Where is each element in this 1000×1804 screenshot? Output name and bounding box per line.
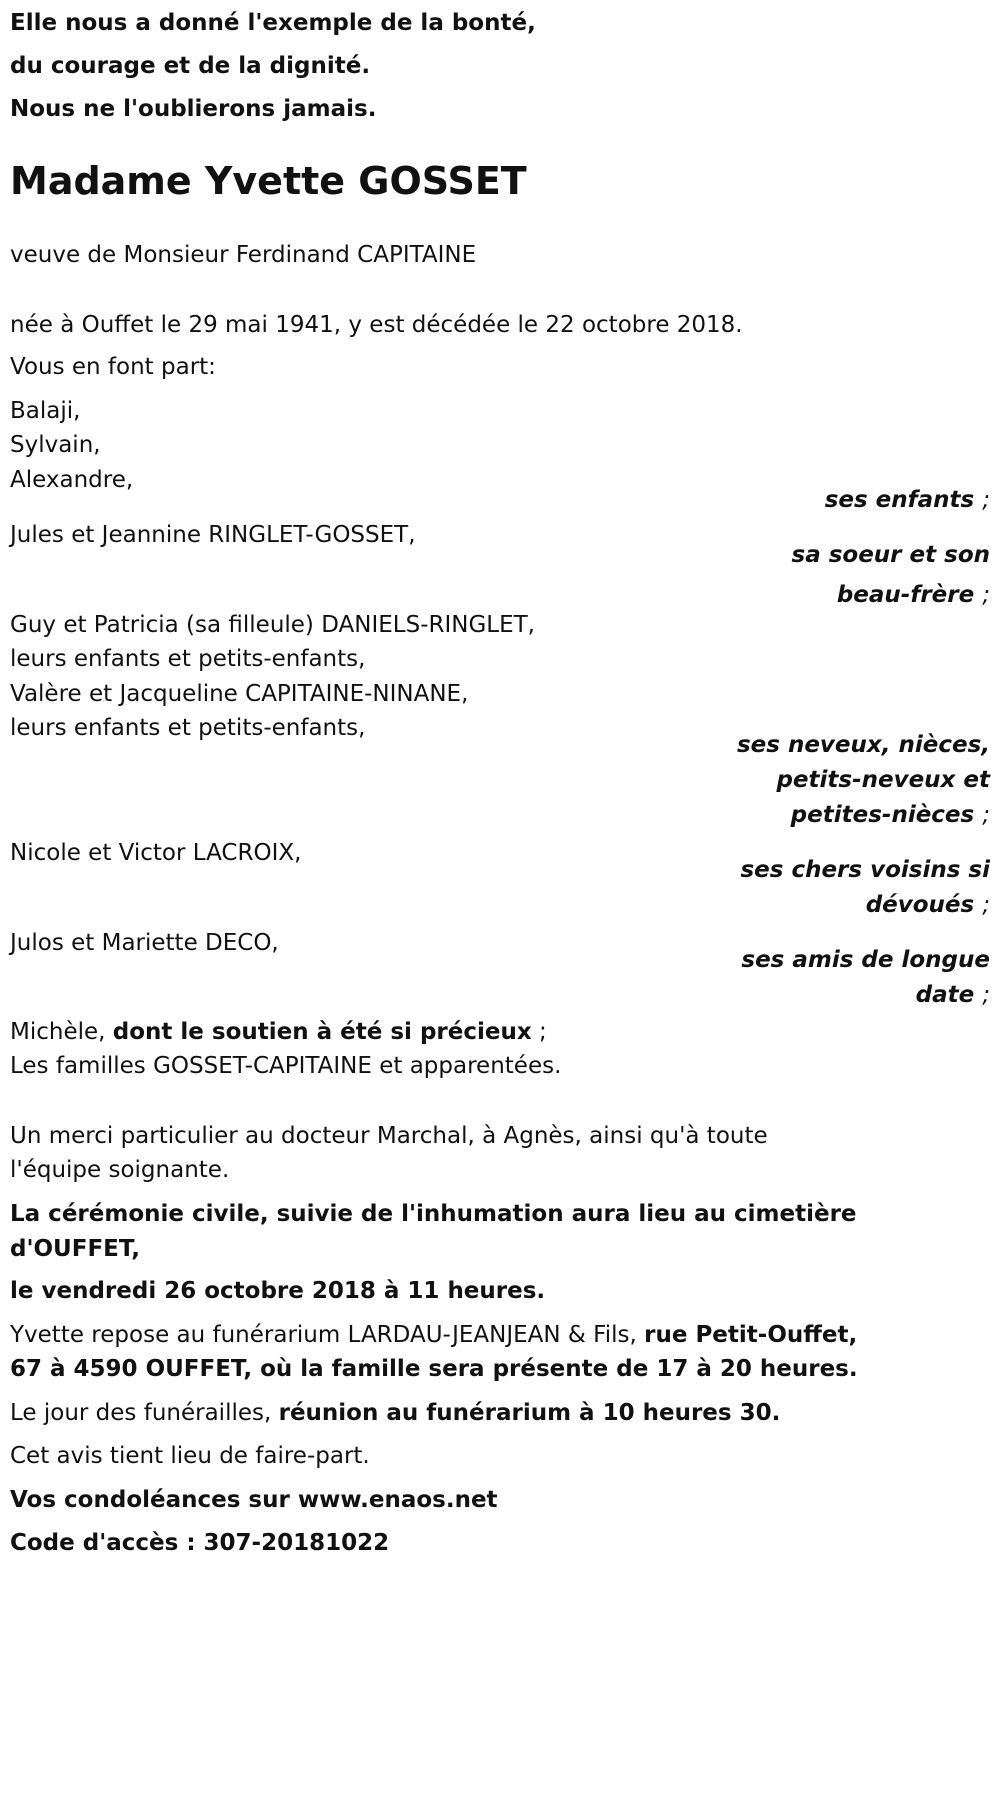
funerarium-line-2: 67 à 4590 OUFFET, où la famille sera présente de 17 à 20 heures. (10, 1356, 858, 1382)
michele-line: Michèle, dont le soutien à été si précieux ; (10, 1019, 547, 1045)
nephew-line: leurs enfants et petits-enfants, (10, 715, 366, 741)
thanks-line-2: l'équipe soignante. (10, 1157, 230, 1183)
ceremony-date: le vendredi 26 octobre 2018 à 11 heures. (10, 1278, 546, 1304)
announce: Vous en font part: (10, 354, 216, 380)
families: Les familles GOSSET-CAPITAINE et apparentées. (10, 1053, 562, 1079)
widow-of: veuve de Monsieur Ferdinand CAPITAINE (10, 242, 477, 268)
ceremony-line-2: d'OUFFET, (10, 1236, 141, 1262)
child-name: Alexandre, (10, 467, 134, 493)
condolences: Vos condoléances sur www.enaos.net (10, 1487, 498, 1513)
nephew-line: Guy et Patricia (sa filleule) DANIELS-RINGLET, (10, 612, 535, 638)
motto-line-2: du courage et de la dignité. (10, 53, 371, 79)
neighbors: Nicole et Victor LACROIX, (10, 840, 302, 866)
relation-nephews: ses neveux, nièces, petits-neveux et petites-nièces ; (736, 732, 990, 828)
funerarium-line-1: Yvette repose au funérarium LARDAU-JEANJEAN & Fils, rue Petit-Ouffet, (10, 1322, 858, 1348)
motto-line-1: Elle nous a donné l'exemple de la bonté, (10, 10, 536, 36)
child-name: Sylvain, (10, 432, 101, 458)
motto-line-3: Nous ne l'oublierons jamais. (10, 96, 377, 122)
deceased-name: Madame Yvette GOSSET (10, 159, 527, 203)
funeral-day: Le jour des funérailles, réunion au funérarium à 10 heures 30. (10, 1400, 781, 1426)
access-code: Code d'accès : 307-20181022 (10, 1530, 390, 1556)
nephew-line: Valère et Jacqueline CAPITAINE-NINANE, (10, 681, 469, 707)
relation-children: ses enfants ; (824, 487, 990, 513)
birth-death: née à Ouffet le 29 mai 1941, y est décédée le 22 octobre 2018. (10, 312, 743, 338)
ceremony-line-1: La cérémonie civile, suivie de l'inhumation aura lieu au cimetière (10, 1201, 857, 1227)
relation-sister: sa soeur et son beau-frère ; (791, 542, 990, 608)
nephew-line: leurs enfants et petits-enfants, (10, 646, 366, 672)
sister-couple: Jules et Jeannine RINGLET-GOSSET, (10, 522, 416, 548)
thanks-line-1: Un merci particulier au docteur Marchal, à Agnès, ainsi qu'à toute (10, 1123, 768, 1149)
friends: Julos et Mariette DECO, (10, 930, 279, 956)
relation-friends: ses amis de longue date ; (741, 947, 990, 1008)
notice: Cet avis tient lieu de faire-part. (10, 1443, 370, 1469)
child-name: Balaji, (10, 398, 81, 424)
relation-neighbors: ses chers voisins si dévoués ; (740, 857, 990, 918)
